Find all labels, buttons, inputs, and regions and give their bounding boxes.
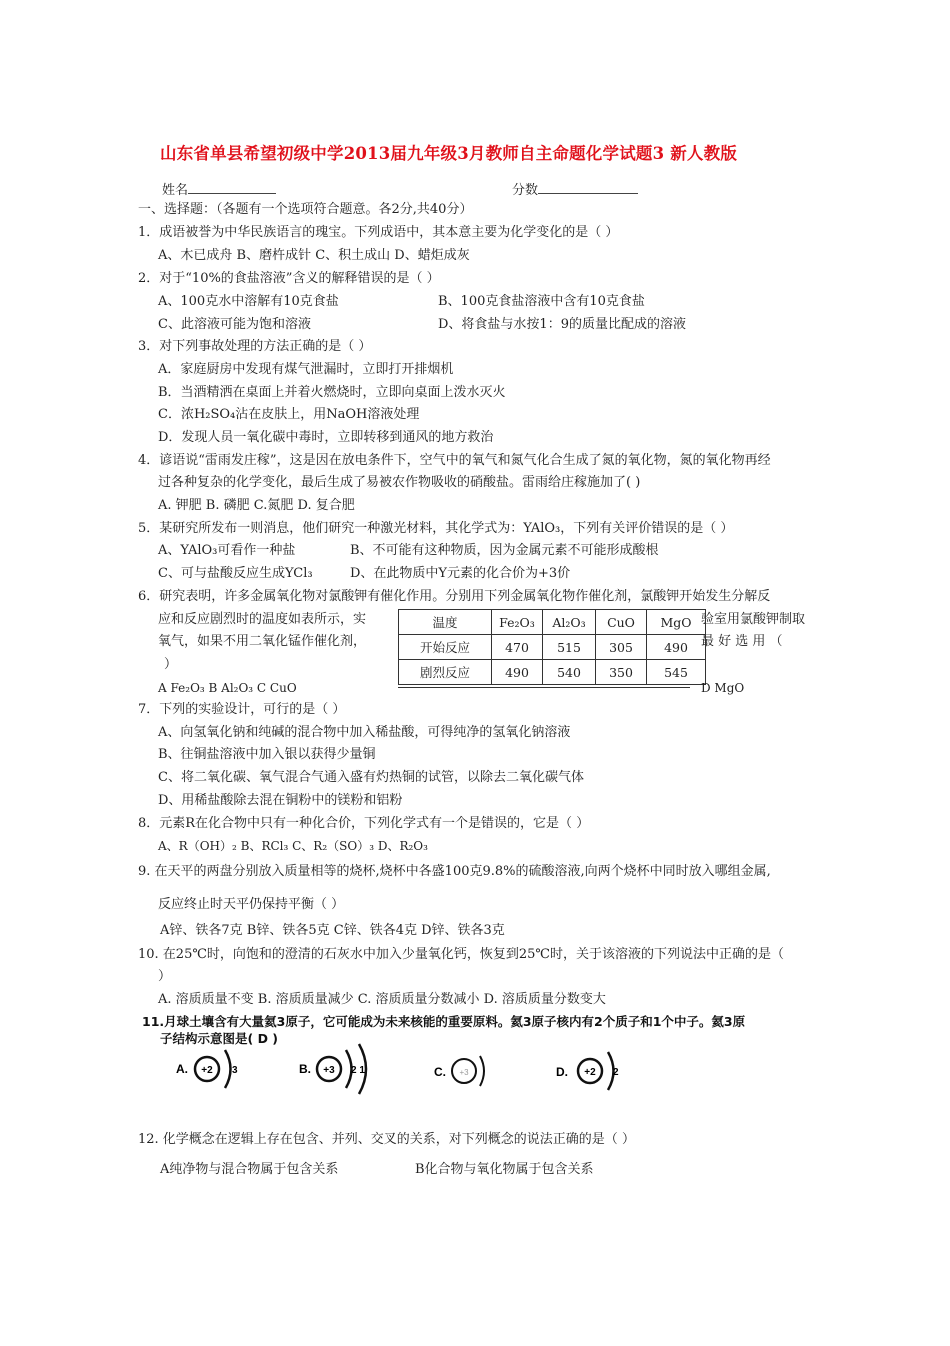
q12-option-b: B化合物与氧化物属于包含关系 xyxy=(415,1162,594,1177)
q11-stem-line1: 11.月球土壤含有大量氦3原子，它可能成为未来核能的重要原料。氦3原子核内有2个质子和1个中子。氦3原 xyxy=(142,1014,746,1029)
q7-option-d: D、用稀盐酸除去混在铜粉中的镁粉和铝粉 xyxy=(158,793,403,808)
electron-count: 3 xyxy=(232,1065,238,1076)
q3-option-b: B．当酒精洒在桌面上并着火燃烧时，立即向桌面上泼水灭火 xyxy=(158,385,506,400)
atom-a-svg xyxy=(170,1040,250,1096)
table-row xyxy=(399,635,706,660)
q1-stem: 1．成语被誉为中华民族语言的瑰宝。下列成语中，其本意主要为化学变化的是（ ） xyxy=(138,225,619,240)
q6-right-line1: 验室用氯酸钾制取 xyxy=(701,612,806,627)
electron-count: 2 xyxy=(613,1067,619,1078)
table-cell: 490 xyxy=(647,635,706,660)
q2-stem: 2．对于“10%的食盐溶液”含义的解释错误的是（ ） xyxy=(138,271,440,286)
name-blank xyxy=(188,179,276,194)
nucleus-charge: +2 xyxy=(201,1065,213,1076)
table-cell: 305 xyxy=(596,635,647,660)
atom-label: D. xyxy=(556,1065,568,1079)
nucleus-charge: +3 xyxy=(323,1065,335,1076)
q5-stem: 5．某研究所发布一则消息，他们研究一种激光材料，其化学式为：YAlO₃，下列有关评价错误的是（ ） xyxy=(138,521,734,536)
q12-option-a: A纯净物与混合物属于包含关系 xyxy=(160,1162,339,1177)
table-cell: 剧烈反应 xyxy=(399,660,492,685)
table-cell: 490 xyxy=(492,660,543,685)
q12-stem: 12. 化学概念在逻辑上存在包含、并列、交叉的关系，对下列概念的说法正确的是（ ） xyxy=(138,1132,635,1147)
atom-b-svg xyxy=(295,1040,385,1096)
table-header-cell: CuO xyxy=(596,610,647,635)
q7-option-c: C、将二氧化碳、氧气混合气通入盛有灼热铜的试管，以除去二氧化碳气体 xyxy=(158,770,584,785)
name-label: 姓名 xyxy=(162,183,189,198)
q5-option-a: A、YAlO₃可看作一种盐 xyxy=(158,543,296,558)
q8-options: A、R（OH）₂ B、RCl₃ C、R₂（SO）₃ D、R₂O₃ xyxy=(158,839,428,853)
q3-option-d: D．发现人员一氧化碳中毒时，立即转移到通风的地方救治 xyxy=(158,430,494,445)
nucleus-charge: +2 xyxy=(584,1067,596,1078)
q1-options: A、木已成舟 B、磨杵成针 C、积土成山 D、蜡炬成灰 xyxy=(158,248,470,263)
atom-label: C. xyxy=(434,1065,446,1079)
electron-count: 2 1 xyxy=(351,1065,365,1076)
table-header-cell: Fe₂O₃ xyxy=(492,610,543,635)
atom-c-svg xyxy=(430,1040,510,1096)
table-cell: 350 xyxy=(596,660,647,685)
section-heading: 一、选择题：（各题有一个选项符合题意。各2分,共40分） xyxy=(138,202,473,217)
q9-stem: 9. 在天平的两盘分别放入质量相等的烧杯,烧杯中各盛100克9.8%的硫酸溶液,向两个烧杯中同时放入哪组金属, xyxy=(138,864,771,879)
q5-option-b: B、不可能有这种物质，因为金属元素不可能形成酸根 xyxy=(350,543,659,558)
table-row xyxy=(399,660,706,685)
q3-stem: 3．对下列事故处理的方法正确的是（ ） xyxy=(138,339,372,354)
q11-stem-line2: 子结构示意图是( D ) xyxy=(160,1031,279,1046)
q3-option-a: A．家庭厨房中发现有煤气泄漏时，立即打开排烟机 xyxy=(158,362,454,377)
q6-right-line2: 最 好 选 用 （ xyxy=(701,634,783,649)
q7-stem: 7．下列的实验设计，可行的是（ ） xyxy=(138,702,346,717)
q5-option-c: C、可与盐酸反应生成YCl₃ xyxy=(158,566,313,581)
atom-diagram-b xyxy=(295,1040,385,1100)
q6-options-abc: A Fe₂O₃ B Al₂O₃ C CuO xyxy=(158,681,297,695)
table-cell: 545 xyxy=(647,660,706,685)
q6-temperature-table xyxy=(398,609,706,685)
score-blank xyxy=(538,179,638,194)
atom-diagram-c xyxy=(430,1040,510,1100)
score-label: 分数 xyxy=(512,183,539,198)
q6-stem-line1: 6．研究表明，许多金属氧化物对氯酸钾有催化作用。分别用下列金属氧化物作催化剂，氯酸钾开始发生分解反 xyxy=(138,589,771,604)
atom-diagram-d xyxy=(556,1040,636,1100)
table-header-row xyxy=(399,610,706,635)
q5-option-d: D、在此物质中Y元素的化合价为+3价 xyxy=(350,566,571,581)
q10-stem-line2: ） xyxy=(158,969,172,984)
atom-diagram-a xyxy=(170,1040,250,1100)
table-cell: 515 xyxy=(543,635,596,660)
name-field xyxy=(162,179,276,200)
q9-stem-line2: 反应终止时天平仍保持平衡（ ） xyxy=(158,897,345,912)
q2-option-c: C、此溶液可能为饱和溶液 xyxy=(158,317,311,332)
q6-stem-line2: 应和反应剧烈时的温度如表所示，实 xyxy=(158,612,367,627)
q7-option-b: B、往铜盐溶液中加入银以获得少量铜 xyxy=(158,747,376,762)
table-cell: 540 xyxy=(543,660,596,685)
table-header-cell: 温度 xyxy=(399,610,492,635)
nucleus-charge: +3 xyxy=(459,1068,469,1077)
q7-option-a: A、向氢氧化钠和纯碱的混合物中加入稀盐酸，可得纯净的氢氧化钠溶液 xyxy=(158,725,571,740)
table-header-cell: MgO xyxy=(647,610,706,635)
table-header-cell: Al₂O₃ xyxy=(543,610,596,635)
q6-stem-line3: 氧气，如果不用二氧化锰作催化剂， xyxy=(158,634,367,649)
q4-options: A. 钾肥 B. 磷肥 C.氮肥 D. 复合肥 xyxy=(158,498,355,513)
atom-d-svg xyxy=(556,1040,636,1096)
score-field xyxy=(512,179,638,200)
q4-stem-line2: 过各种复杂的化学变化，最后生成了易被农作物吸收的硝酸盐。雷雨给庄稼施加了( ) xyxy=(158,475,641,490)
q9-options: A锌、铁各7克 B锌、铁各5克 C锌、铁各4克 D锌、铁各3克 xyxy=(160,923,505,938)
q2-option-d: D、将食盐与水按1：9的质量比配成的溶液 xyxy=(438,317,686,332)
q10-options: A. 溶质质量不变 B. 溶质质量减少 C. 溶质质量分数减小 D. 溶质质量分数变大 xyxy=(158,992,606,1007)
q2-option-a: A、100克水中溶解有10克食盐 xyxy=(158,294,339,309)
table-bottom-rule xyxy=(398,687,690,688)
page-title: 山东省单县希望初级中学2013届九年级3月教师自主命题化学试题3 新人教版 xyxy=(160,144,738,163)
q2-option-b: B、100克食盐溶液中含有10克食盐 xyxy=(438,294,645,309)
q3-option-c: C．浓H₂SO₄沾在皮肤上，用NaOH溶液处理 xyxy=(158,407,420,422)
q6-option-d: D MgO xyxy=(701,681,745,695)
q4-stem-line1: 4．谚语说“雷雨发庄稼”，这是因在放电条件下，空气中的氧气和氮气化合生成了氮的氧化物，氮的氧化物再经 xyxy=(138,453,771,468)
q10-stem: 10. 在25℃时，向饱和的澄清的石灰水中加入少量氧化钙，恢复到25℃时，关于该溶液的下列说法中正确的是（ xyxy=(138,947,784,962)
table-cell: 开始反应 xyxy=(399,635,492,660)
atom-label: A. xyxy=(176,1062,188,1076)
atom-label: B. xyxy=(299,1062,311,1076)
table-cell: 470 xyxy=(492,635,543,660)
q8-stem: 8．元素R在化合物中只有一种化合价，下列化学式有一个是错误的，它是（ ） xyxy=(138,816,590,831)
q6-stem-line4: ） xyxy=(164,657,178,672)
